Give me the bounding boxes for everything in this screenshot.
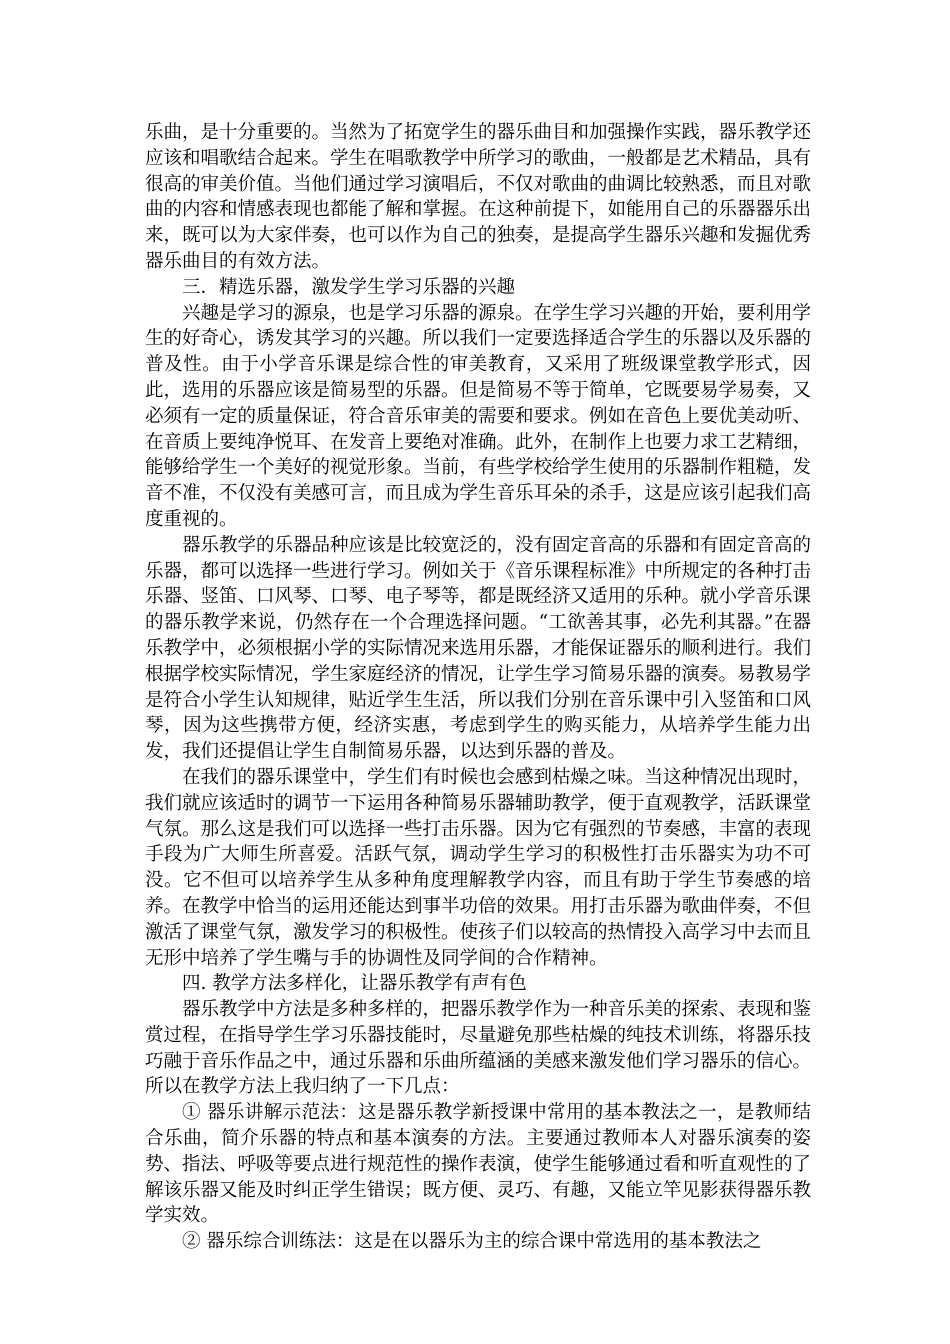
paragraph-percussion: 在我们的器乐课堂中，学生们有时候也会感到枯燥之味。当这种情况出现时，我们就应该适时的调节一下运用各种简易乐器辅助教学，便于直观教学，活跃课堂气氛。那么这是我们可以选择一些打击乐器。因为它有强烈的节奏感，丰富的表现手段为广大师生所喜爱。活跃气氛，调动学生学习的积极性打击乐器实为功不可没。它不但可以培养学生从多种角度理解教学内容，而且有助于学生节奏感的培养。在教学中恰当的运用还能达到事半功倍的效果。用打击乐器为歌曲伴奏，不但激活了课堂气氛，激发学习的积极性。使孩子们以较高的热情投入高学习中去而且无形中培养了学生嘴与手的协调性及同学间的合作精神。 bbox=[145, 766, 812, 969]
section-heading-4: 四. 教学方法多样化，让器乐教学有声有色 bbox=[182, 973, 527, 995]
paragraph-interest: 兴趣是学习的源泉，也是学习乐器的源泉。在学生学习兴趣的开始，要利用学生的好奇心，诱发其学习的兴趣。所以我们一定要选择适合学生的乐器以及乐器的普及性。由于小学音乐课是综合性的审美教育，又采用了班级课堂教学形式，因此，选用的乐器应该是简易型的乐器。但是简易不等于简单，它既要易学易奏，又必须有一定的质量保证，符合音乐审美的需要和要求。例如在音色上要优美动听、在音质上要纯净悦耳、在发音上要绝对准确。此外，在制作上也要力求工艺精细，能够给学生一个美好的视觉形象。当前，有些学校给学生使用的乐器制作粗糙，发音不准，不仅没有美感可言，而且成为学生音乐耳朵的杀手，这是应该引起我们高度重视的。 bbox=[145, 302, 812, 530]
paragraph-method-1: ① 器乐讲解示范法：这是器乐教学新授课中常用的基本教法之一，是教师结合乐曲，简介乐器的特点和基本演奏的方法。主要通过教师本人对器乐演奏的姿势、指法、呼吸等要点进行规范性的操作表演，使学生能够通过看和听直观性的了解该乐器又能及时纠正学生错误；既方便、灵巧、有趣，又能立竿见影获得器乐教学实效。 bbox=[145, 1102, 812, 1227]
paragraph-method-2: ② 器乐综合训练法：这是在以器乐为主的综合课中常选用的基本教法之 bbox=[182, 1231, 762, 1253]
section-heading-3: 三．精选乐器，激发学生学习乐器的兴趣 bbox=[182, 276, 516, 298]
paragraph-continuation: 乐曲，是十分重要的。当然为了拓宽学生的器乐曲目和加强操作实践，器乐教学还应该和唱歌结合起来。学生在唱歌教学中所学习的歌曲，一般都是艺术精品，具有很高的审美价值。当他们通过学习演唱后，不仅对歌曲的曲调比较熟悉，而且对歌曲的内容和情感表现也都能了解和掌握。在这种前提下，如能用自己的乐器器乐出来，既可以为大家伴奏，也可以作为自己的独奏，是提高学生器乐兴趣和发掘优秀器乐曲目的有效方法。 bbox=[145, 122, 812, 272]
document-page bbox=[145, 120, 811, 1255]
paragraph-methods-intro: 器乐教学中方法是多种多样的，把器乐教学作为一种音乐美的探索、表现和鉴赏过程，在指导学生学习乐器技能时，尽量避免那些枯燥的纯技术训练，将器乐技巧融于音乐作品之中，通过乐器和乐曲所蕴涵的美感来激发他们学习器乐的信心。所以在教学方法上我归纳了一下几点： bbox=[145, 999, 812, 1098]
paragraph-instrument-variety: 器乐教学的乐器品种应该是比较宽泛的，没有固定音高的乐器和有固定音高的乐器，都可以选择一些进行学习。例如关于《音乐课程标准》中所规定的各种打击乐器、竖笛、口风琴、口琴、电子琴等，都是既经济又适用的乐种。就小学音乐课的器乐教学来说，仍然存在一个合理选择问题。“工欲善其事，必先利其器。”在器乐教学中，必须根据小学的实际情况来选用乐器，才能保证器乐的顺利进行。我们根据学校实际情况，学生家庭经济的情况，让学生学习简易乐器的演奏。易教易学是符合小学生认知规律，贴近学生生活，所以我们分别在音乐课中引入竖笛和口风琴，因为这些携带方便，经济实惠，考虑到学生的购买能力，从培养学生能力出发，我们还提倡让学生自制简易乐器，以达到乐器的普及。 bbox=[145, 534, 812, 763]
